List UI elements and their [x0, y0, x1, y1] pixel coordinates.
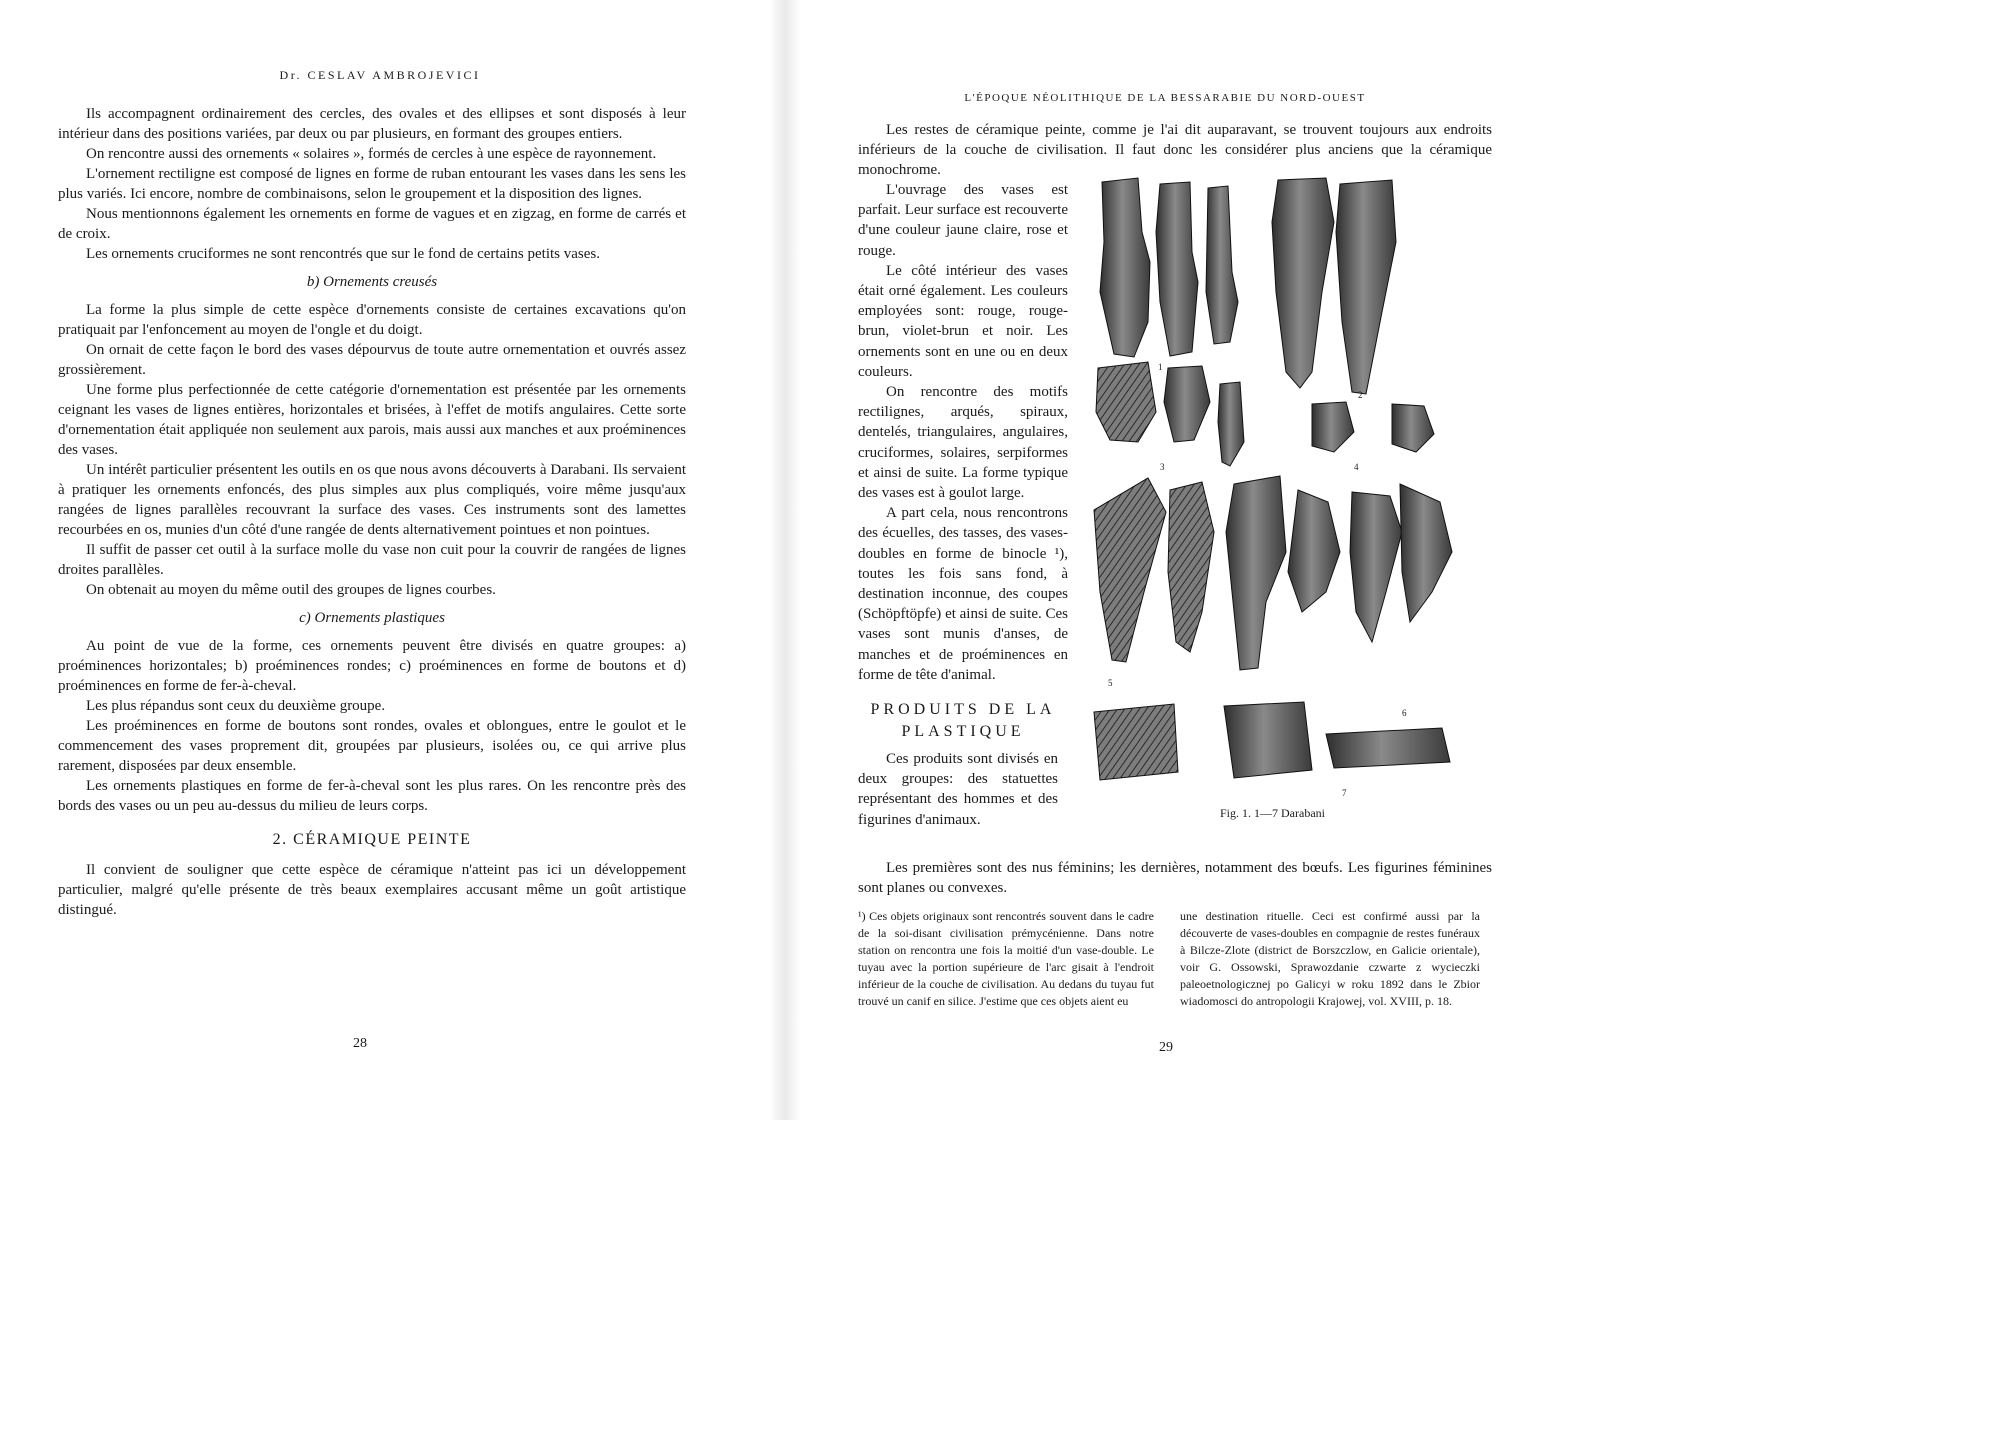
paragraph: Ils accompagnent ordinairement des cercles, des ovales et des ellipses et sont disposés à leur intérieur dans des positions variées, par deux ou par plusieurs, en formant des groupes entiers. — [58, 106, 686, 142]
footnote-left — [858, 908, 1154, 1010]
artifact-1 — [1100, 178, 1238, 357]
paragraph: Les plus répandus sont ceux du deuxième groupe. — [86, 698, 386, 714]
footnote-right — [1180, 908, 1480, 1010]
figure-caption: Fig. 1. 1—7 Darabani — [1220, 806, 1325, 820]
paragraph: Il convient de souligner que cette espèce de céramique n'atteint pas ici un développement particulier, malgré qu'elle présente de très beaux exemplaires accusant même un goût artistique distingué. — [58, 862, 686, 918]
running-head-right: L'ÉPOQUE NÉOLITHIQUE DE LA BESSARABIE DU NORD-OUEST — [964, 92, 1366, 104]
paragraph: On rencontre aussi des ornements « solaires », formés de cercles à une espèce de rayonnement. — [86, 146, 657, 162]
left-body — [58, 104, 686, 920]
footnote-text: une destination rituelle. Ceci est confirmé aussi par la découverte de vases-doubles en compagnie de restes funéraux à Bilcze-Zlote (district de Borszczlow, en Galicie orientale), voir G. Ossowski, Sprawozdanie czwarte z wycieczki paleoetnologicznej po Galicyi w roku 1892 dans le Zbior wiadomosci do antropologii Krajowej, vol. XVIII, p. 18. — [1180, 909, 1480, 1008]
paragraph: Il suffit de passer cet outil à la surface molle du vase non cuit pour la couvrir de rangées de lignes droites parallèles. — [58, 542, 686, 578]
figure-number: 1 — [1158, 362, 1163, 372]
figure-plate — [1090, 172, 1490, 798]
figure-number: 3 — [1160, 462, 1165, 472]
figure-number: 4 — [1354, 462, 1359, 472]
section-title-line2: PLASTIQUE — [901, 723, 1025, 741]
footnote-text: ¹) Ces objets originaux sont rencontrés souvent dans le cadre de la soi-disant civilisation prémycénienne. Dans notre station on rencontra une fois la moitié d'un vase-double. Le tuyau avec la portion supérieure de l'arc gisait à l'endroit inférieur de la couche de civilisation. Au dedans du tuyau fut trouvé un canif en silice. J'estime que ces objets aient eu — [858, 909, 1154, 1008]
artifact-4 — [1312, 402, 1434, 452]
paragraph: Au point de vue de la forme, ces ornements peuvent être divisés en quatre groupes: a) proéminences horizontales; b) proéminences rondes; c) proéminences en forme de boutons et d) proéminences en forme de fer-à-cheval. — [58, 638, 686, 694]
artifact-5 — [1094, 478, 1214, 662]
subhead-ornements-creuses: b) Ornements creusés — [306, 274, 438, 290]
artifact-2 — [1272, 178, 1396, 394]
section-title-plastique — [858, 699, 1068, 743]
paragraph: On obtenait au moyen du même outil des groupes de lignes courbes. — [86, 582, 496, 598]
page-number-right: 29 — [1159, 1040, 1173, 1055]
right-intro — [858, 120, 1492, 180]
figure-number: 7 — [1342, 788, 1347, 798]
artifact-illustrations — [1090, 172, 1490, 792]
paragraph: Ces produits sont divisés en deux groupes: des statuettes représentant des hommes et des figurines d'animaux. — [858, 751, 1058, 828]
paragraph: Les ornements cruciformes ne sont rencontrés que sur le fond de certains petits vases. — [86, 246, 600, 262]
paragraph: Les ornements plastiques en forme de fer-à-cheval sont les plus rares. On les rencontre près des bords des vases ou un peu au-dessus du milieu de leurs corps. — [58, 778, 686, 814]
right-page — [800, 0, 1568, 1120]
paragraph: Les premières sont des nus féminins; les dernières, notamment des bœufs. Les figurines féminines sont planes ou convexes. — [858, 860, 1492, 896]
artifact-6 — [1226, 476, 1452, 670]
page-number-left: 28 — [353, 1036, 367, 1051]
paragraph: A part cela, nous rencontrons des écuelles, des tasses, des vases-doubles en forme de binocle ¹), toutes les fois sans fond, à destination inconnue, des coupes (Schöpftöpfe) et ainsi de suite. Ces vases sont munis d'anses, de manches et de proéminences en forme de tête d'animal. — [858, 505, 1068, 683]
paragraph: Nous mentionnons également les ornements en forme de vagues et en zigzag, en forme de carrés et de croix. — [58, 206, 686, 242]
figure-number: 6 — [1402, 708, 1407, 718]
artifact-7 — [1094, 702, 1450, 780]
right-column-text — [858, 180, 1068, 830]
paragraph: Les proéminences en forme de boutons sont rondes, ovales et oblongues, entre le goulot et le commencement des vases proprement dit, groupées par plusieurs, isolées ou, ce qui arrive plus rarement, disposées par deux ensemble. — [58, 718, 686, 774]
paragraph: La forme la plus simple de cette espèce d'ornements consiste de certaines excavations qu'on pratiquait par l'enfoncement au moyen de l'ongle et du doigt. — [58, 302, 686, 338]
paragraph: Un intérêt particulier présentent les outils en os que nous avons découverts à Darabani. Ils servaient à pratiquer les ornements enfoncés, des plus simples aux plus compliqués, voire même jusqu'aux rangées de lignes parallèles recouvrant la surface des vases. Ces instruments sont des lamettes recourbées en os, munies d'un côté d'une rangée de dents alternativement pointues et non pointues. — [58, 462, 686, 538]
paragraph: On ornait de cette façon le bord des vases dépourvus de toute autre ornementation et ouvrés assez grossièrement. — [58, 342, 686, 378]
paragraph: L'ouvrage des vases est parfait. Leur surface est recouverte d'une couleur jaune claire, rose et rouge. — [858, 182, 1068, 259]
right-final-text — [858, 858, 1492, 898]
paragraph: On rencontre des motifs rectilignes, arqués, spiraux, dentelés, triangulaires, angulaires, cruciformes, solaires, serpiformes et ainsi de suite. La forme typique des vases est à goulot large. — [858, 384, 1068, 502]
figure-number: 5 — [1108, 678, 1113, 688]
paragraph: Le côté intérieur des vases était orné également. Les couleurs employées sont: rouge, rouge-brun, violet-brun et noir. Les ornements sont en une ou en deux couleurs. — [858, 262, 1068, 380]
book-gutter — [770, 0, 800, 1120]
section-title-line1: PRODUITS DE LA — [870, 701, 1056, 719]
paragraph: Les restes de céramique peinte, comme je l'ai dit auparavant, se trouvent toujours aux endroits inférieurs de la couche de civilisation. Il faut donc les considérer plus anciens que la céramique monochrome. — [858, 122, 1492, 178]
left-page — [0, 0, 770, 1120]
paragraph: L'ornement rectiligne est composé de lignes en forme de ruban entourant les vases dans les sens les plus variés. Ici encore, nombre de combinaisons, selon le groupement et la disposition des lignes. — [58, 166, 686, 202]
running-head-left: Dr. CESLAV AMBROJEVICI — [279, 68, 481, 82]
artifact-3 — [1096, 362, 1244, 466]
subhead-ornements-plastiques: c) Ornements plastiques — [299, 610, 445, 626]
paragraph: Une forme plus perfectionnée de cette catégorie d'ornementation est présentée par les ornements ceignant les vases de lignes entières, horizontales et brisées, à l'effet de motifs angulaires. Cette sorte d'ornementation était appliquée non seulement aux parois, mais aussi aux manches et aux proéminences des vases. — [58, 382, 686, 458]
section-title-ceramique-peinte: 2. CÉRAMIQUE PEINTE — [272, 831, 472, 848]
figure-number: 2 — [1358, 390, 1363, 400]
